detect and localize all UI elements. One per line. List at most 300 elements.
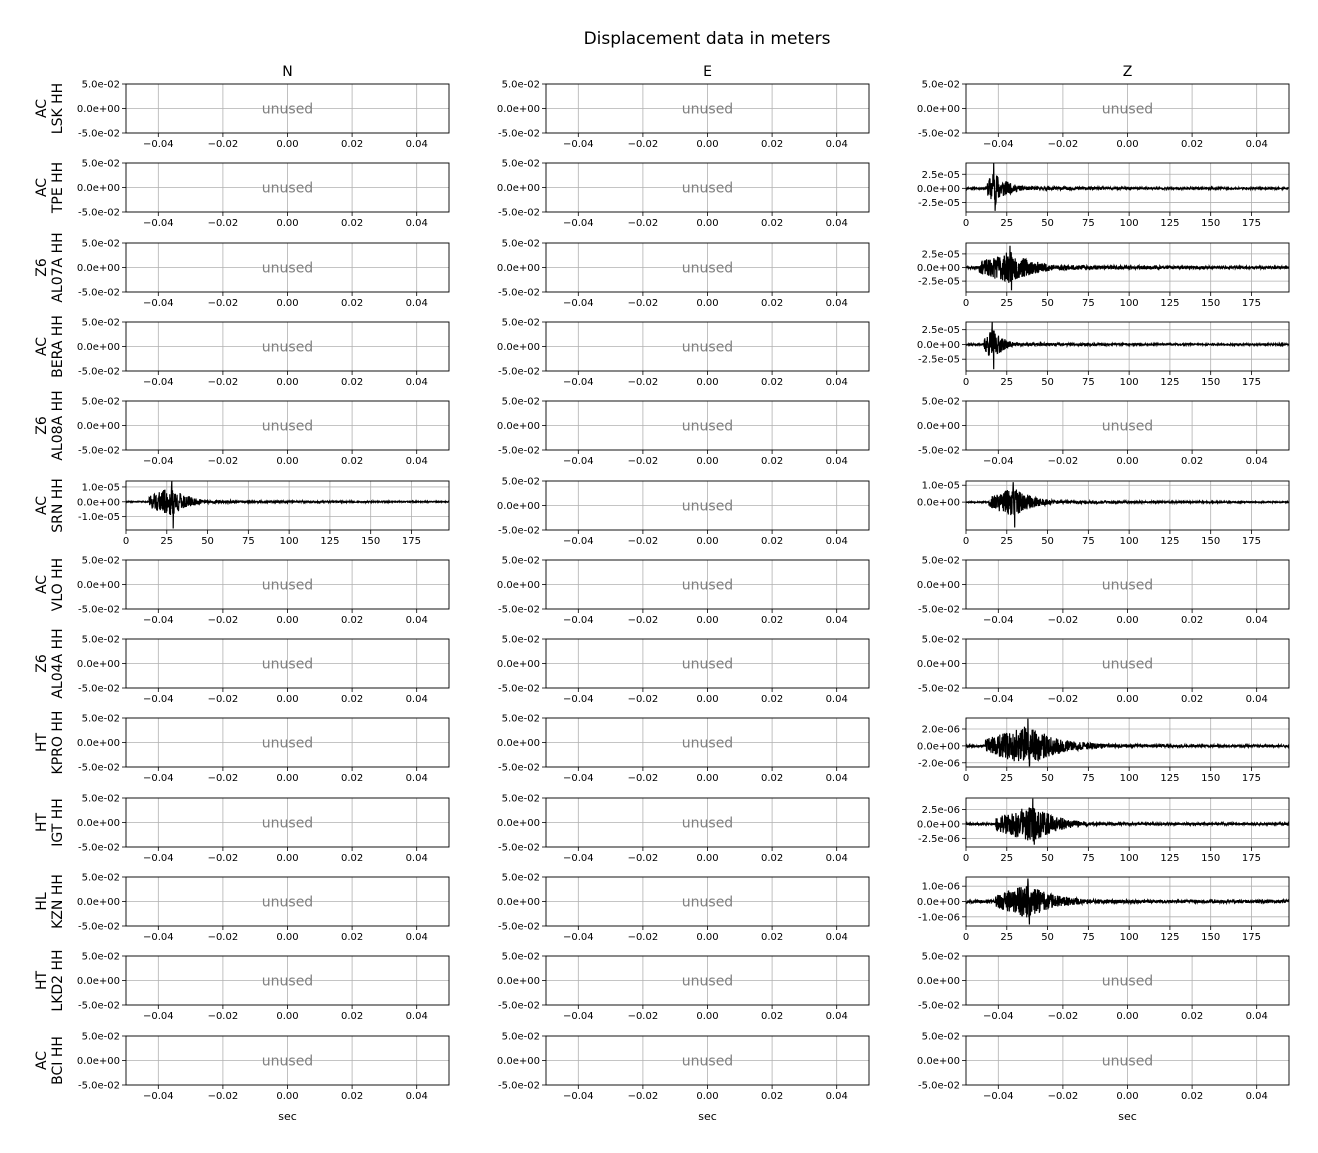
y-tick-label: -2.5e-06 (918, 833, 960, 845)
x-tick-label: −0.02 (207, 773, 239, 784)
x-tick-label: 50 (1041, 377, 1054, 388)
x-tick-label: 0 (962, 298, 970, 309)
x-tick-label: −0.02 (1047, 615, 1079, 626)
y-tick-label: 0.0e+00 (76, 580, 120, 591)
station-label-line: HT (34, 970, 50, 991)
station-label-line: BCI HH (50, 1036, 66, 1085)
station-label-line: IGT HH (50, 798, 66, 847)
y-tick-label: 5.0e-02 (921, 555, 960, 567)
station-label (34, 1036, 66, 1085)
y-tick-label: -2.5e-05 (918, 354, 960, 366)
unused-label: unused (681, 656, 734, 673)
y-tick-label: -5.0e-02 (498, 1080, 540, 1092)
x-tick-label: 125 (1160, 377, 1180, 388)
x-tick-label: 0.04 (825, 377, 848, 388)
panel-n-ac-bci-hh (77, 1032, 449, 1124)
x-tick-label: 0.02 (340, 139, 364, 150)
x-tick-label: 100 (1119, 377, 1139, 388)
y-tick-label: 5.0e-02 (921, 634, 960, 646)
x-tick-label: 75 (1081, 377, 1095, 388)
x-tick-label: −0.04 (562, 615, 594, 626)
y-tick-label: 0.0e+00 (496, 104, 540, 115)
y-tick-label: -1.0e-05 (78, 512, 120, 524)
x-tick-label: 0.04 (405, 694, 428, 705)
x-tick-label: 125 (1160, 218, 1180, 229)
x-tick-label: 50 (201, 536, 214, 547)
y-tick-label: -5.0e-02 (498, 921, 540, 933)
x-tick-label: 0.00 (1116, 694, 1139, 705)
x-tick-label: 0.00 (1116, 1091, 1139, 1102)
x-tick-label: 0.00 (696, 932, 719, 943)
y-tick-label: 0.0e+00 (916, 263, 960, 274)
x-tick-label: 0.02 (340, 932, 364, 943)
x-tick-label: 25 (1000, 853, 1014, 864)
x-tick-label: 25 (1000, 932, 1014, 943)
y-tick-label: -5.0e-02 (498, 128, 540, 140)
y-tick-label: -5.0e-02 (918, 604, 960, 616)
x-tick-label: 0.04 (405, 853, 428, 864)
station-label-line: KPRO HH (50, 710, 66, 775)
x-tick-label: 0.04 (825, 773, 848, 784)
x-tick-label: 0.00 (1116, 615, 1139, 626)
x-tick-label: −0.02 (1047, 456, 1079, 467)
panel-n-ht-kpro-hh (77, 714, 449, 785)
y-tick-label: 5.0e-02 (81, 1031, 120, 1043)
unused-label: unused (261, 735, 314, 752)
x-tick-label: −0.04 (142, 853, 174, 864)
waveform-trace (966, 719, 1289, 766)
y-tick-label: 0.0e+00 (496, 263, 540, 274)
y-tick-label: 5.0e-02 (501, 793, 540, 805)
x-tick-label: 0.00 (276, 1011, 299, 1022)
y-tick-label: 0.0e+00 (916, 819, 960, 831)
x-axis-label: sec (1118, 1110, 1137, 1123)
y-tick-label: 0.0e+00 (496, 183, 540, 194)
y-tick-label: -5.0e-02 (498, 683, 540, 695)
y-tick-label: 5.0e-02 (921, 951, 960, 963)
y-tick-label: -5.0e-02 (78, 842, 120, 854)
x-tick-label: 0.02 (760, 456, 784, 467)
station-row-ht-igt-hh (34, 794, 1289, 865)
y-tick-label: 0.0e+00 (76, 976, 120, 987)
y-tick-label: 0.0e+00 (496, 976, 540, 987)
station-label-line: AC (34, 98, 50, 119)
x-tick-label: 0.04 (825, 1011, 848, 1022)
station-label (34, 232, 66, 302)
x-tick-label: 0.04 (405, 773, 428, 784)
y-tick-label: 5.0e-02 (81, 713, 120, 725)
x-tick-label: 0.00 (276, 615, 299, 626)
panel-e-ac-bci-hh (497, 1032, 869, 1124)
x-tick-label: 125 (1160, 773, 1180, 784)
unused-label: unused (261, 339, 314, 356)
y-tick-label: -5.0e-02 (78, 1080, 120, 1092)
x-tick-label: −0.04 (562, 932, 594, 943)
unused-label: unused (261, 815, 314, 832)
x-tick-label: 0.00 (696, 853, 719, 864)
station-label-line: BERA HH (50, 315, 66, 378)
x-tick-label: 25 (160, 536, 174, 547)
x-tick-label: 50 (1041, 536, 1054, 547)
x-tick-label: 150 (1201, 932, 1221, 943)
station-label-line: AL07A HH (50, 232, 66, 303)
y-tick-label: 1.0e-06 (921, 881, 960, 893)
column-title-n: N (282, 64, 293, 80)
y-tick-label: 5.0e-02 (501, 79, 540, 91)
station-row-hl-kzn-hh (34, 873, 1289, 944)
unused-label: unused (681, 418, 734, 435)
x-tick-label: 75 (1081, 853, 1095, 864)
x-tick-label: 0.00 (276, 298, 299, 309)
panel-z-z6-al08a-hh (917, 397, 1289, 468)
x-tick-label: 0.00 (276, 218, 299, 229)
y-tick-label: 2.5e-05 (921, 325, 960, 337)
unused-label: unused (1101, 101, 1154, 118)
x-tick-label: 175 (1241, 377, 1262, 388)
x-tick-label: 0.02 (760, 536, 784, 547)
station-label-line: SRN HH (50, 478, 66, 533)
x-tick-label: 0.00 (276, 456, 299, 467)
station-row-ht-lkd2-hh (34, 949, 1289, 1022)
x-tick-label: 25 (1000, 773, 1014, 784)
unused-label: unused (261, 101, 314, 118)
unused-label: unused (1101, 973, 1154, 990)
panel-e-ac-vlo-hh (497, 556, 869, 627)
unused-label: unused (261, 973, 314, 990)
x-tick-label: −0.04 (562, 853, 594, 864)
x-tick-label: 50 (1041, 298, 1054, 309)
y-tick-label: 5.0e-02 (81, 555, 120, 567)
x-tick-label: 0.04 (825, 139, 848, 150)
y-tick-label: 5.0e-02 (501, 872, 540, 884)
x-tick-label: 100 (279, 536, 299, 547)
panel-e-ac-bera-hh (497, 318, 869, 389)
x-tick-label: 25 (1000, 298, 1014, 309)
station-label-line: HL (34, 892, 50, 911)
y-tick-label: 5.0e-02 (501, 317, 540, 329)
y-tick-label: -5.0e-02 (78, 1000, 120, 1012)
x-tick-label: 0.00 (696, 377, 719, 388)
unused-label: unused (681, 577, 734, 594)
station-row-ac-vlo-hh (34, 556, 1289, 627)
y-tick-label: 0.0e+00 (916, 1056, 960, 1067)
x-tick-label: −0.04 (982, 139, 1014, 150)
x-tick-label: 0.04 (825, 536, 848, 547)
x-tick-label: −0.02 (627, 536, 659, 547)
y-tick-label: 5.0e-02 (501, 951, 540, 963)
x-tick-label: 0.04 (825, 298, 848, 309)
unused-label: unused (261, 577, 314, 594)
y-tick-label: 5.0e-02 (81, 634, 120, 646)
unused-label: unused (1101, 1053, 1154, 1070)
station-row-ac-srn-hh (34, 477, 1289, 548)
y-tick-label: 5.0e-02 (501, 238, 540, 250)
y-tick-label: -5.0e-02 (498, 842, 540, 854)
panel-n-z6-al04a-hh (77, 635, 449, 706)
y-tick-label: 5.0e-02 (81, 158, 120, 170)
x-tick-label: −0.02 (207, 694, 239, 705)
figure-title: Displacement data in meters (583, 29, 831, 49)
station-label (34, 874, 66, 929)
x-tick-label: 0.04 (405, 1091, 428, 1102)
x-tick-label: −0.02 (207, 456, 239, 467)
x-tick-label: 0.02 (760, 377, 784, 388)
y-tick-label: 0.0e+00 (916, 421, 960, 432)
panel-n-hl-kzn-hh (77, 873, 449, 944)
y-tick-label: 0.0e+00 (76, 818, 120, 829)
panel-e-z6-al08a-hh (497, 397, 869, 468)
station-label-line: Z6 (34, 258, 50, 277)
x-tick-label: −0.02 (627, 932, 659, 943)
x-tick-label: 0 (962, 536, 970, 547)
x-tick-label: 175 (1241, 932, 1262, 943)
station-label-line: AC (34, 336, 50, 357)
station-label (34, 949, 66, 1011)
y-tick-label: 0.0e+00 (496, 342, 540, 353)
x-tick-label: 75 (241, 536, 255, 547)
y-tick-label: 0.0e+00 (496, 580, 540, 591)
y-tick-label: 5.0e-02 (81, 238, 120, 250)
y-tick-label: -5.0e-02 (498, 287, 540, 299)
column-title-e: E (703, 64, 712, 80)
x-tick-label: 75 (1081, 298, 1095, 309)
y-tick-label: -5.0e-02 (78, 445, 120, 457)
x-tick-label: 150 (1201, 773, 1221, 784)
y-tick-label: 5.0e-02 (501, 555, 540, 567)
y-tick-label: 0.0e+00 (916, 183, 960, 195)
station-label-line: LKD2 HH (50, 949, 66, 1012)
x-tick-label: 0.04 (825, 615, 848, 626)
x-tick-label: 75 (1081, 536, 1095, 547)
x-tick-label: 150 (1201, 536, 1221, 547)
unused-label: unused (1101, 656, 1154, 673)
x-tick-label: −0.02 (627, 456, 659, 467)
station-label-line: AC (34, 1050, 50, 1071)
x-tick-label: −0.04 (562, 773, 594, 784)
x-tick-label: −0.02 (1047, 1091, 1079, 1102)
station-row-ac-bera-hh (34, 315, 1289, 388)
station-label (34, 83, 66, 134)
unused-label: unused (681, 498, 734, 515)
station-row-ac-bci-hh (34, 1032, 1289, 1124)
x-tick-label: 0.04 (825, 456, 848, 467)
x-tick-label: 100 (1119, 932, 1139, 943)
y-tick-label: 2.5e-06 (921, 805, 960, 817)
y-tick-label: 5.0e-02 (921, 1031, 960, 1043)
x-tick-label: 100 (1119, 298, 1139, 309)
x-tick-label: 0.04 (1245, 615, 1268, 626)
y-tick-label: -5.0e-02 (918, 445, 960, 457)
x-tick-label: −0.04 (142, 615, 174, 626)
x-tick-label: −0.04 (562, 694, 594, 705)
panel-z-z6-al04a-hh (917, 635, 1289, 706)
x-tick-label: 175 (1241, 298, 1262, 309)
panel-z-ht-lkd2-hh (917, 952, 1289, 1023)
x-tick-label: −0.02 (1047, 694, 1079, 705)
y-tick-label: 1.0e-05 (81, 482, 120, 494)
x-tick-label: −0.02 (627, 853, 659, 864)
x-tick-label: 0.00 (696, 615, 719, 626)
x-tick-label: 0.00 (696, 536, 719, 547)
x-tick-label: 50 (1041, 932, 1054, 943)
x-tick-label: 125 (1160, 298, 1180, 309)
x-tick-label: 175 (1241, 853, 1262, 864)
x-tick-label: −0.04 (982, 1091, 1014, 1102)
x-tick-label: 0.00 (276, 773, 299, 784)
x-tick-label: 150 (1201, 218, 1221, 229)
y-tick-label: 0.0e+00 (916, 897, 960, 908)
y-tick-label: 0.0e+00 (496, 818, 540, 829)
x-tick-label: 0.04 (405, 615, 428, 626)
unused-label: unused (681, 260, 734, 277)
x-tick-label: −0.02 (207, 615, 239, 626)
x-tick-label: 0.00 (1116, 1011, 1139, 1022)
station-label-line: Z6 (34, 654, 50, 673)
y-tick-label: -5.0e-02 (78, 366, 120, 378)
y-tick-label: 0.0e+00 (496, 501, 540, 512)
station-label (34, 798, 66, 847)
station-label-line: HT (34, 732, 50, 753)
x-tick-label: 0.02 (340, 615, 364, 626)
x-tick-label: 0.00 (696, 773, 719, 784)
x-tick-label: 0.04 (1245, 456, 1268, 467)
panel-n-ac-lsk-hh (77, 80, 449, 151)
waveform-trace (966, 879, 1289, 925)
unused-label: unused (681, 101, 734, 118)
panel-n-ac-srn-hh (77, 481, 449, 547)
x-tick-label: 0.02 (340, 377, 364, 388)
x-tick-label: 125 (1160, 932, 1180, 943)
x-tick-label: 125 (1160, 536, 1180, 547)
x-tick-label: 25 (1000, 377, 1014, 388)
unused-label: unused (681, 1053, 734, 1070)
x-tick-label: −0.02 (207, 377, 239, 388)
y-tick-label: 5.0e-02 (501, 634, 540, 646)
y-tick-label: 5.0e-02 (501, 1031, 540, 1043)
panel-z-hl-kzn-hh (917, 877, 1289, 943)
x-tick-label: −0.04 (142, 218, 174, 229)
station-label (34, 162, 66, 214)
x-tick-label: 0.00 (696, 1091, 719, 1102)
station-label-line: TPE HH (50, 161, 66, 214)
y-tick-label: 0.0e+00 (76, 342, 120, 353)
panel-e-hl-kzn-hh (497, 873, 869, 944)
x-tick-label: 50 (1041, 218, 1054, 229)
column-title-z: Z (1122, 64, 1133, 80)
x-tick-label: 0 (962, 218, 970, 229)
panel-z-z6-al07a-hh (917, 243, 1289, 309)
x-tick-label: 75 (1081, 773, 1095, 784)
y-tick-label: -5.0e-02 (78, 207, 120, 219)
station-label (34, 628, 66, 698)
y-tick-label: 0.0e+00 (76, 1056, 120, 1067)
x-tick-label: 0.02 (760, 1011, 784, 1022)
panel-n-ac-tpe-hh (77, 159, 449, 230)
x-tick-label: −0.04 (142, 377, 174, 388)
station-label-line: AC (34, 177, 50, 198)
x-tick-label: 0.02 (760, 298, 784, 309)
x-tick-label: 0.02 (760, 694, 784, 705)
x-tick-label: 0.04 (825, 694, 848, 705)
station-row-z6-al04a-hh (34, 628, 1289, 705)
panel-n-z6-al08a-hh (77, 397, 449, 468)
y-tick-label: -5.0e-02 (918, 683, 960, 695)
x-tick-label: 0.04 (1245, 694, 1268, 705)
panel-z-ac-lsk-hh (917, 80, 1289, 151)
x-tick-label: −0.04 (142, 932, 174, 943)
y-tick-label: 5.0e-02 (921, 79, 960, 91)
x-tick-label: 0.02 (760, 139, 784, 150)
x-tick-label: 0.04 (405, 932, 428, 943)
x-tick-label: −0.04 (982, 1011, 1014, 1022)
y-tick-label: 0.0e+00 (916, 104, 960, 115)
y-tick-label: 5.0e-02 (81, 793, 120, 805)
x-tick-label: 0.02 (340, 1011, 364, 1022)
x-tick-label: 0.00 (1116, 456, 1139, 467)
x-tick-label: 0.02 (760, 218, 784, 229)
y-tick-label: -5.0e-02 (498, 366, 540, 378)
y-tick-label: -5.0e-02 (498, 525, 540, 537)
waveform-trace (966, 482, 1289, 527)
panel-e-ac-tpe-hh (497, 159, 869, 230)
unused-label: unused (681, 973, 734, 990)
x-tick-label: 0.02 (760, 615, 784, 626)
waveform-trace (126, 481, 449, 529)
panel-z-ac-srn-hh (917, 481, 1289, 547)
x-tick-label: 0.02 (340, 298, 364, 309)
x-tick-label: 0.00 (276, 853, 299, 864)
y-tick-label: -5.0e-02 (918, 1080, 960, 1092)
x-tick-label: 50 (1041, 853, 1054, 864)
waveform-trace (966, 322, 1289, 369)
unused-label: unused (1101, 418, 1154, 435)
station-row-ac-lsk-hh (34, 80, 1289, 151)
y-tick-label: -2.0e-06 (918, 758, 960, 770)
panel-e-ac-srn-hh (497, 477, 869, 548)
x-tick-label: 0.00 (696, 298, 719, 309)
x-tick-label: 0.02 (1180, 1011, 1204, 1022)
x-tick-label: 0.04 (825, 1091, 848, 1102)
unused-label: unused (261, 1053, 314, 1070)
x-tick-label: −0.02 (207, 218, 239, 229)
x-tick-label: 0.00 (696, 218, 719, 229)
x-tick-label: 175 (1241, 536, 1262, 547)
x-tick-label: 25 (1000, 218, 1014, 229)
y-tick-label: 0.0e+00 (76, 263, 120, 274)
x-tick-label: −0.04 (982, 694, 1014, 705)
station-label-line: AL08A HH (50, 390, 66, 461)
unused-label: unused (261, 418, 314, 435)
unused-label: unused (681, 894, 734, 911)
x-tick-label: 0 (122, 536, 130, 547)
x-tick-label: 0.00 (276, 1091, 299, 1102)
x-tick-label: 150 (361, 536, 381, 547)
x-tick-label: 0.02 (1180, 139, 1204, 150)
x-tick-label: 0.00 (696, 1011, 719, 1022)
station-label-line: AL04A HH (50, 628, 66, 699)
station-label-line: VLO HH (50, 557, 66, 612)
x-tick-label: 0 (962, 377, 970, 388)
x-tick-label: −0.02 (207, 298, 239, 309)
x-tick-label: 125 (320, 536, 340, 547)
x-tick-label: 0.00 (276, 694, 299, 705)
x-tick-label: 0.00 (696, 139, 719, 150)
x-tick-label: 100 (1119, 536, 1139, 547)
y-tick-label: 0.0e+00 (496, 1056, 540, 1067)
station-label-line: LSK HH (50, 82, 66, 135)
y-tick-label: -1.0e-06 (918, 912, 960, 924)
y-tick-label: 2.5e-05 (921, 249, 960, 261)
